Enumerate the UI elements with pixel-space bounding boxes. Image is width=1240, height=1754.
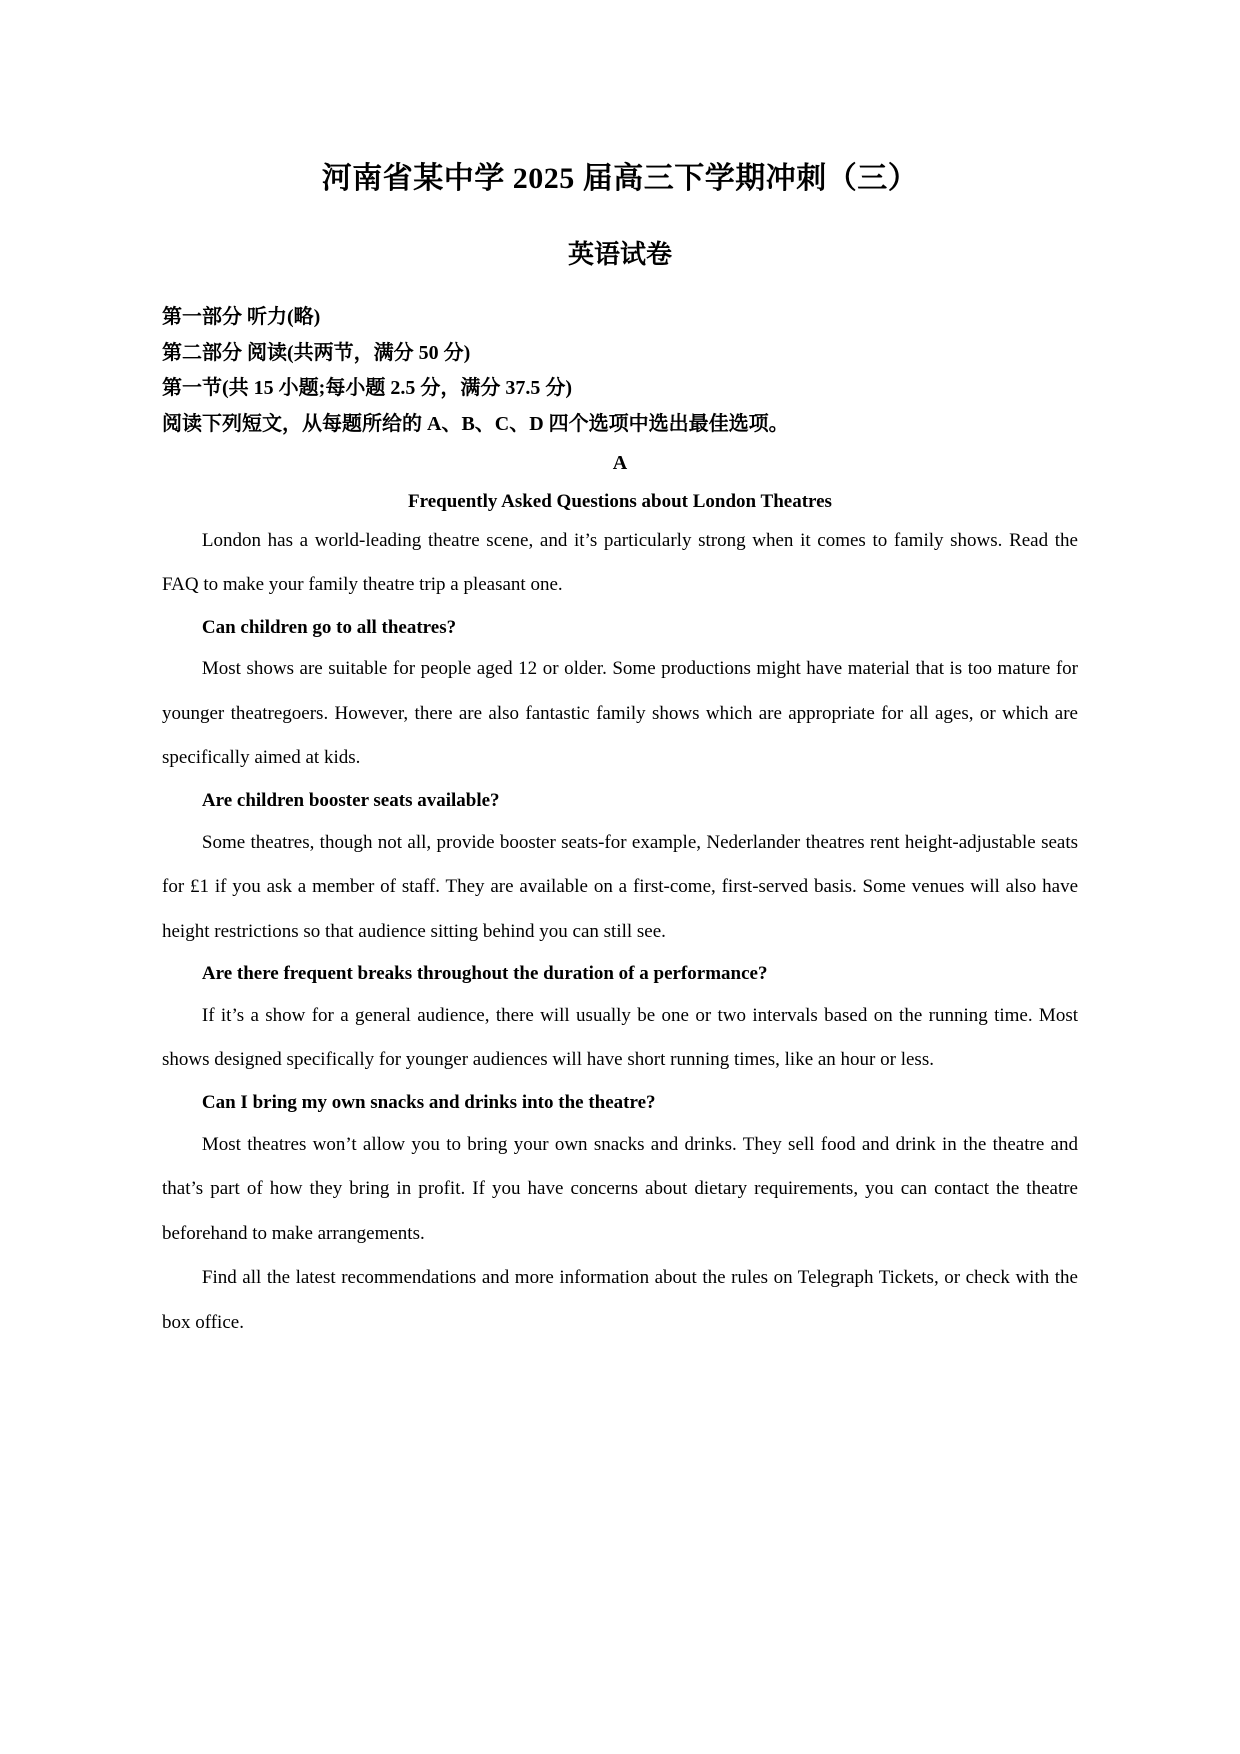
page-subtitle: 英语试卷 — [567, 240, 672, 269]
section-instruction: 阅读下列短文，从每题所给的 A、B、C、D 四个选项中选出最佳选项。 — [162, 412, 789, 435]
section-subsection-one: 第一节(共 15 小题;每小题 2.5 分，满分 37.5 分) — [162, 377, 572, 400]
section-part-one: 第一部分 听力(略) — [162, 306, 321, 328]
faq-question-4: Can I bring my own snacks and drinks into the theatre? — [201, 1091, 656, 1113]
faq-question-1: Can children go to all theatres? — [201, 616, 457, 638]
passage-heading: Frequently Asked Questions about London Theatres — [408, 491, 832, 513]
faq-answer-3: If it’s a show for a general audience, there will usually be one or two intervals based on the running time. Most shows designed specifically for younger audiences will have short running times, like an hour or less. — [162, 1004, 1078, 1071]
faq-answer-1: Most shows are suitable for people aged 12 or older. Some productions might have material that is too mature for younger theatregoers. However, there are also fantastic family shows which are appropriate for all ages, or which are specifically aimed at kids. — [162, 658, 1078, 769]
section-part-two: 第二部分 阅读(共两节，满分 50 分) — [162, 341, 471, 364]
passage-closing-paragraph: Find all the latest recommendations and more information about the rules on Telegraph Tickets, or check with the box office. — [162, 1267, 1078, 1333]
passage-letter: A — [612, 452, 628, 475]
page-title: 河南省某中学 2025 届高三下学期冲刺（三） — [321, 162, 919, 195]
passage-intro-paragraph: London has a world-leading theatre scene, and it’s particularly strong when it comes to family shows. Read the FAQ to make your family theatre trip a pleasant one. — [162, 529, 1078, 596]
faq-question-2: Are children booster seats available? — [201, 789, 500, 811]
faq-answer-2: Some theatres, though not all, provide booster seats-for example, Nederlander theatres rent height-adjustable seats for £1 if you ask a member of staff. They are available on a first-come, first-served basis. Some venues will also have height restrictions so that audience sitting behind you can still see. — [162, 831, 1078, 942]
faq-answer-4: Most theatres won’t allow you to bring your own snacks and drinks. They sell food and drink in the theatre and that’s part of how they bring in profit. If you have concerns about dietary requirements, you can contact the theatre beforehand to make arrangements. — [162, 1133, 1078, 1244]
faq-question-3: Are there frequent breaks throughout the duration of a performance? — [201, 963, 768, 985]
